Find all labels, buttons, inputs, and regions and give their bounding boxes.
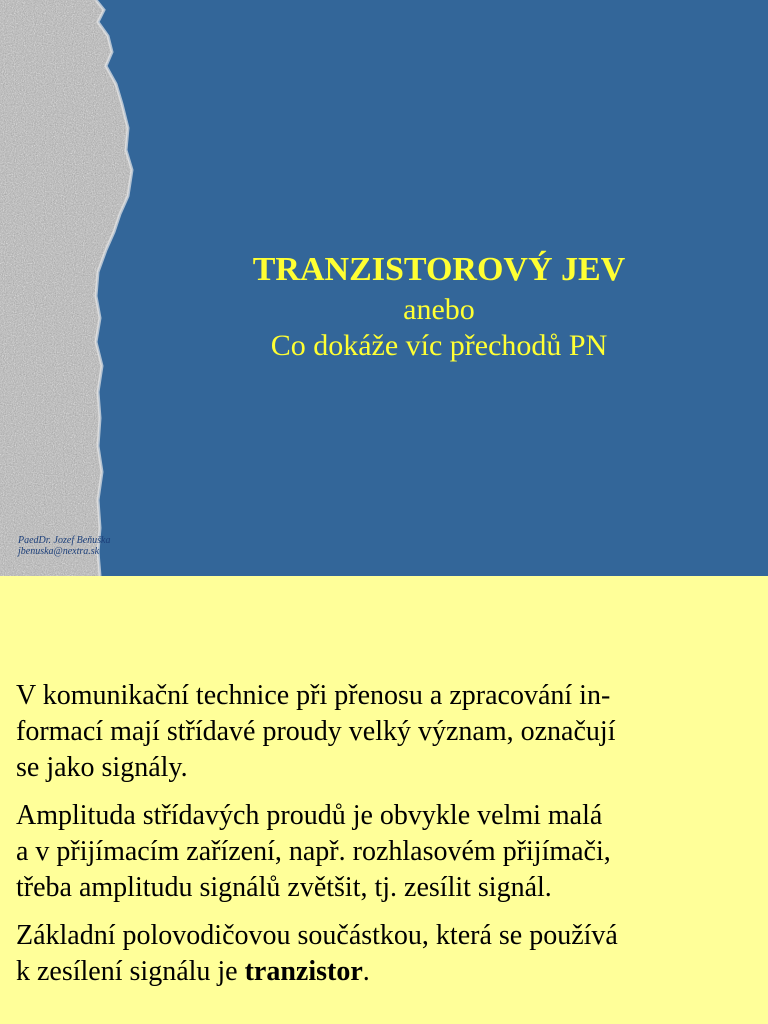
text-line: Základní polovodičovou součástkou, která se používá <box>16 920 618 951</box>
text-fragment: k zesílení signálu je <box>16 956 245 987</box>
text-line: V komunikační technice při přenosu a zpracování in- <box>16 680 611 711</box>
slide-subtitle: Co dokáže víc přechodů PN <box>270 329 608 362</box>
slide-title: TRANZISTOROVÝ JEV <box>252 251 626 288</box>
text-line: se jako signály. <box>16 752 188 783</box>
granite-border-image <box>0 0 140 576</box>
author-email: jbenuska@nextra.sk <box>18 546 100 557</box>
paragraph-transistor <box>16 918 760 990</box>
text-line: a v přijímacím zařízení, např. rozhlasovém přijímači, <box>16 836 611 867</box>
paragraph-signals <box>16 678 760 786</box>
emphasized-term: tranzistor <box>244 956 363 987</box>
slide-subtitle-connector: anebo <box>403 293 475 326</box>
paragraph-amplitude <box>16 798 760 906</box>
author-name: PaedDr. Jozef Beňuška <box>18 535 111 546</box>
author-credit <box>18 535 110 557</box>
text-line: Amplituda střídavých proudů je obvykle velmi malá <box>16 800 603 831</box>
text-slide <box>0 576 768 1024</box>
text-line: třeba amplitudu signálů zvětšit, tj. zesílit signál. <box>16 872 552 903</box>
text-line: formací mají střídavé proudy velký význam, označují <box>16 716 616 747</box>
text-body <box>16 678 760 1002</box>
text-fragment: . <box>362 956 370 987</box>
title-block <box>150 248 728 364</box>
text-line-with-emphasis <box>16 954 760 990</box>
